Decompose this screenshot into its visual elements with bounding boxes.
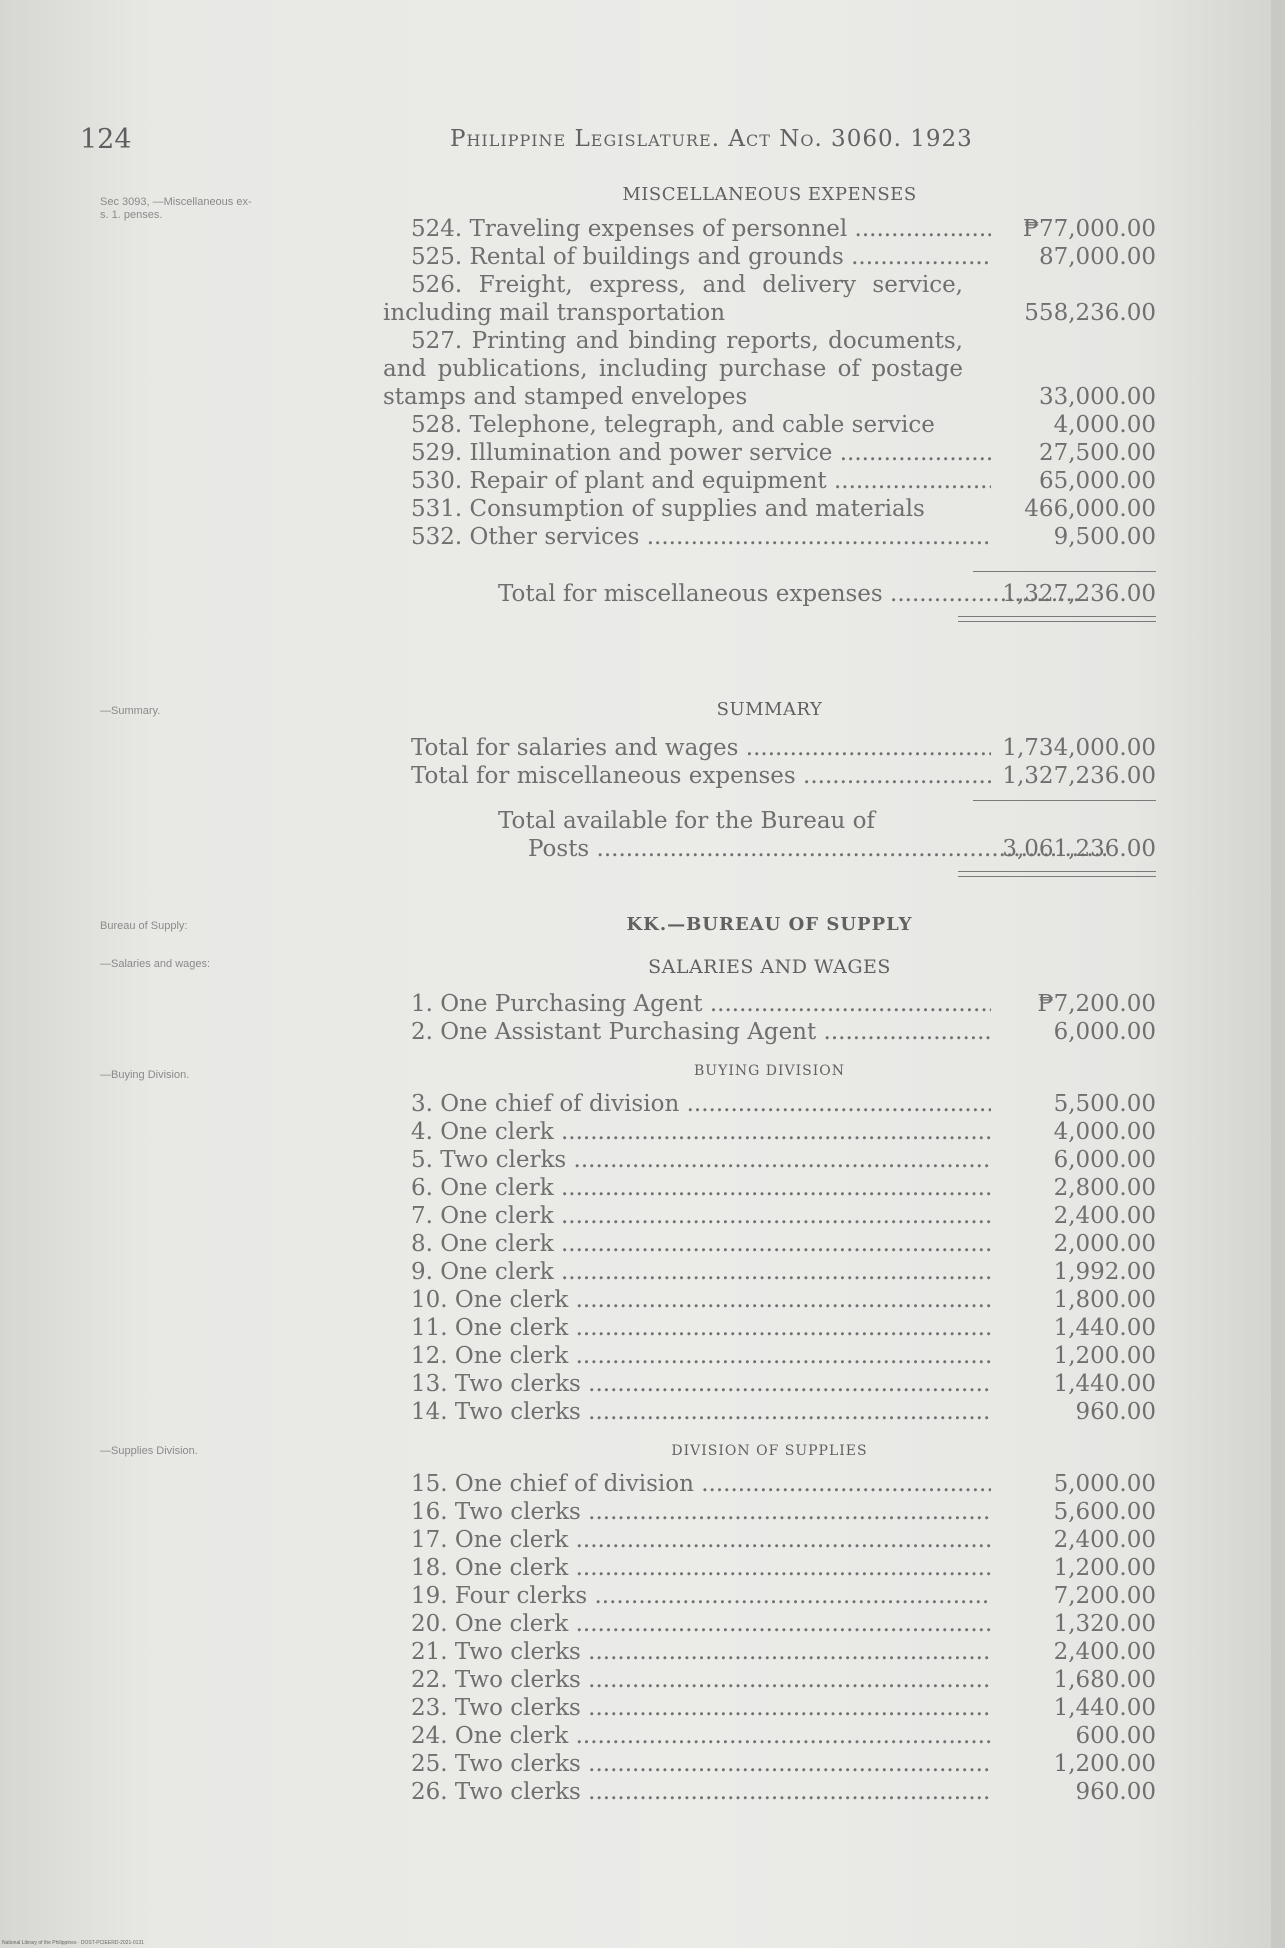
position-amount: 1,440.00 [1053,1371,1156,1397]
position-label: 16. Two clerks ..... [411,1499,991,1525]
item-amount: 87,000.00 [1038,244,1156,270]
margin-note-bureau-of-supply: Bureau of Supply: [100,920,188,932]
position-item [383,1554,1156,1582]
summary-list [383,734,1156,877]
position-amount: 600.00 [1075,1723,1156,1749]
position-item [383,1118,1156,1146]
position-label: 23. Two clerks ..... [411,1695,991,1721]
division-of-supplies-heading: DIVISION OF SUPPLIES [671,1443,868,1459]
summary-row [383,734,1156,762]
appropriation-item [383,439,1156,467]
position-amount: 5,600.00 [1053,1499,1156,1525]
position-amount: 1,992.00 [1053,1259,1156,1285]
position-amount: 1,800.00 [1053,1287,1156,1313]
margin-note-line: s. 1. penses. [100,209,163,221]
position-label: 5. Two clerks ..... [411,1147,991,1173]
item-label: 525. Rental of buildings and grounds ..... [411,244,991,270]
position-amount: 5,000.00 [1053,1471,1156,1497]
position-amount: 1,440.00 [1053,1315,1156,1341]
summary-label: Total for miscellaneous expenses ..... [411,763,991,789]
total-rule [973,571,1156,572]
position-amount: 960.00 [1075,1779,1156,1805]
position-item [383,1526,1156,1554]
position-item [383,1694,1156,1722]
position-amount: 2,800.00 [1053,1175,1156,1201]
position-amount: 2,400.00 [1053,1527,1156,1553]
position-amount: 2,400.00 [1053,1639,1156,1665]
page-header [80,124,1100,164]
item-amount: ₱77,000.00 [1022,216,1156,242]
position-item [383,1582,1156,1610]
grand-total-amount: 3,061,236.00 [1002,836,1156,862]
grand-total-label-cont: Posts ..... [528,836,1108,862]
position-amount: 1,200.00 [1053,1751,1156,1777]
appropriation-item [383,411,1156,439]
margin-note-miscellaneous [100,196,390,222]
running-head: Philippine Legislature. Act No. 3060. 1923 [450,126,973,152]
position-amount: 5,500.00 [1053,1091,1156,1117]
summary-label: Total for salaries and wages ..... [411,735,991,761]
position-label: 12. One clerk ..... [411,1343,991,1369]
position-label: 25. Two clerks ..... [411,1751,991,1777]
margin-note-summary: —Summary. [100,705,161,717]
summary-amount: 1,734,000.00 [1002,735,1156,761]
position-amount: 4,000.00 [1053,1119,1156,1145]
position-item [383,1398,1156,1426]
position-label: 26. Two clerks ..... [411,1779,991,1805]
position-label: 14. Two clerks ..... [411,1399,991,1425]
position-item [383,1666,1156,1694]
position-item [383,1018,1156,1046]
item-label: 527. Printing and binding reports, documents, and publications, including purchase of postage stamps and stamped envelopes [383,328,963,410]
position-item [383,1090,1156,1118]
position-item [383,1498,1156,1526]
item-amount: 9,500.00 [1053,524,1156,550]
double-rule [958,871,1156,877]
grand-total-label: Total available for the Bureau of [498,808,876,834]
miscellaneous-expenses-heading: MISCELLANEOUS EXPENSES [622,184,917,205]
grand-total-row [383,835,1156,863]
position-label: 6. One clerk ..... [411,1175,991,1201]
position-amount: 1,680.00 [1053,1667,1156,1693]
position-item [383,1258,1156,1286]
item-label: 531. Consumption of supplies and materials [411,496,925,522]
position-item [383,1750,1156,1778]
position-item [383,1146,1156,1174]
appropriation-item [383,215,1156,243]
position-amount: 7,200.00 [1053,1583,1156,1609]
position-label: 4. One clerk ..... [411,1119,991,1145]
item-label: 530. Repair of plant and equipment ..... [411,468,991,494]
position-item [383,1174,1156,1202]
position-item [383,1230,1156,1258]
position-label: 10. One clerk ..... [411,1287,991,1313]
position-item [383,1202,1156,1230]
position-label: 18. One clerk ..... [411,1555,991,1581]
position-item [383,1722,1156,1750]
position-label: 13. Two clerks ..... [411,1371,991,1397]
position-label: 1. One Purchasing Agent ..... [411,991,991,1017]
appropriation-item [383,243,1156,271]
salaries-and-wages-heading: SALARIES AND WAGES [648,956,891,978]
position-amount: 6,000.00 [1053,1019,1156,1045]
position-amount: 1,440.00 [1053,1695,1156,1721]
position-label: 17. One clerk ..... [411,1527,991,1553]
position-item [383,1370,1156,1398]
item-amount: 65,000.00 [1038,468,1156,494]
summary-amount: 1,327,236.00 [1002,763,1156,789]
item-label: 528. Telephone, telegraph, and cable service [411,412,935,438]
position-item [383,1610,1156,1638]
total-label: Total for miscellaneous expenses ..... [498,581,1078,607]
position-label: 8. One clerk ..... [411,1231,991,1257]
position-amount: 2,400.00 [1053,1203,1156,1229]
item-label: 526. Freight, express, and delivery service, including mail transportation [383,272,963,326]
position-label: 7. One clerk ..... [411,1203,991,1229]
summary-row [383,762,1156,790]
position-item [383,1342,1156,1370]
appropriation-item [383,327,1156,411]
division-of-supplies-list [383,1470,1156,1806]
item-amount: 558,236.00 [1024,300,1156,326]
position-amount: 1,200.00 [1053,1555,1156,1581]
total-amount: 1,327,236.00 [1002,581,1156,607]
position-amount: 1,320.00 [1053,1611,1156,1637]
page-edge-shadow [1271,0,1285,1948]
double-rule [958,616,1156,622]
position-label: 22. Two clerks ..... [411,1667,991,1693]
item-amount: 466,000.00 [1024,496,1156,522]
item-label: 532. Other services ..... [411,524,991,550]
position-amount: 2,000.00 [1053,1231,1156,1257]
item-amount: 4,000.00 [1053,412,1156,438]
position-item [383,1286,1156,1314]
item-amount: 27,500.00 [1038,440,1156,466]
scan-credit: National Library of the Philippines · DOST-PCIEERD-2021-0131 [2,1940,145,1946]
margin-note-salaries-and-wages: —Salaries and wages: [100,958,211,970]
position-label: 11. One clerk ..... [411,1315,991,1341]
position-item [383,1638,1156,1666]
summary-heading: SUMMARY [716,699,823,720]
position-label: 2. One Assistant Purchasing Agent ..... [411,1019,991,1045]
position-item [383,1470,1156,1498]
position-label: 24. One clerk ..... [411,1723,991,1749]
position-amount: 6,000.00 [1053,1147,1156,1173]
margin-note-line: Sec 3093, —Miscellaneous ex- [100,196,252,208]
position-label: 19. Four clerks ..... [411,1583,991,1609]
position-label: 15. One chief of division ..... [411,1471,991,1497]
appropriation-item [383,467,1156,495]
position-item [383,1314,1156,1342]
margin-note-buying-division: —Buying Division. [100,1069,190,1081]
item-label: 529. Illumination and power service ..... [411,440,991,466]
appropriation-item [383,495,1156,523]
grand-total-line-1 [383,807,1156,835]
position-label: 21. Two clerks ..... [411,1639,991,1665]
appropriation-item [383,523,1156,551]
position-amount: 960.00 [1075,1399,1156,1425]
position-label: 20. One clerk ..... [411,1611,991,1637]
margin-note-supplies-division: —Supplies Division. [100,1445,198,1457]
item-amount: 33,000.00 [1038,384,1156,410]
position-amount: 1,200.00 [1053,1343,1156,1369]
total-rule [973,800,1156,801]
bureau-of-supply-heading: KK.—BUREAU OF SUPPLY [626,914,913,935]
appropriation-item [383,271,1156,327]
position-label: 9. One clerk ..... [411,1259,991,1285]
purchasing-agents-list [383,990,1156,1046]
miscellaneous-total-row [383,580,1156,608]
position-item [383,990,1156,1018]
buying-division-heading: BUYING DIVISION [694,1063,845,1079]
position-item [383,1778,1156,1806]
page-number: 124 [80,124,132,155]
position-label: 3. One chief of division ..... [411,1091,991,1117]
item-label: 524. Traveling expenses of personnel ..... [411,216,991,242]
buying-division-list [383,1090,1156,1426]
miscellaneous-expenses-list [383,215,1156,622]
position-amount: ₱7,200.00 [1037,991,1156,1017]
